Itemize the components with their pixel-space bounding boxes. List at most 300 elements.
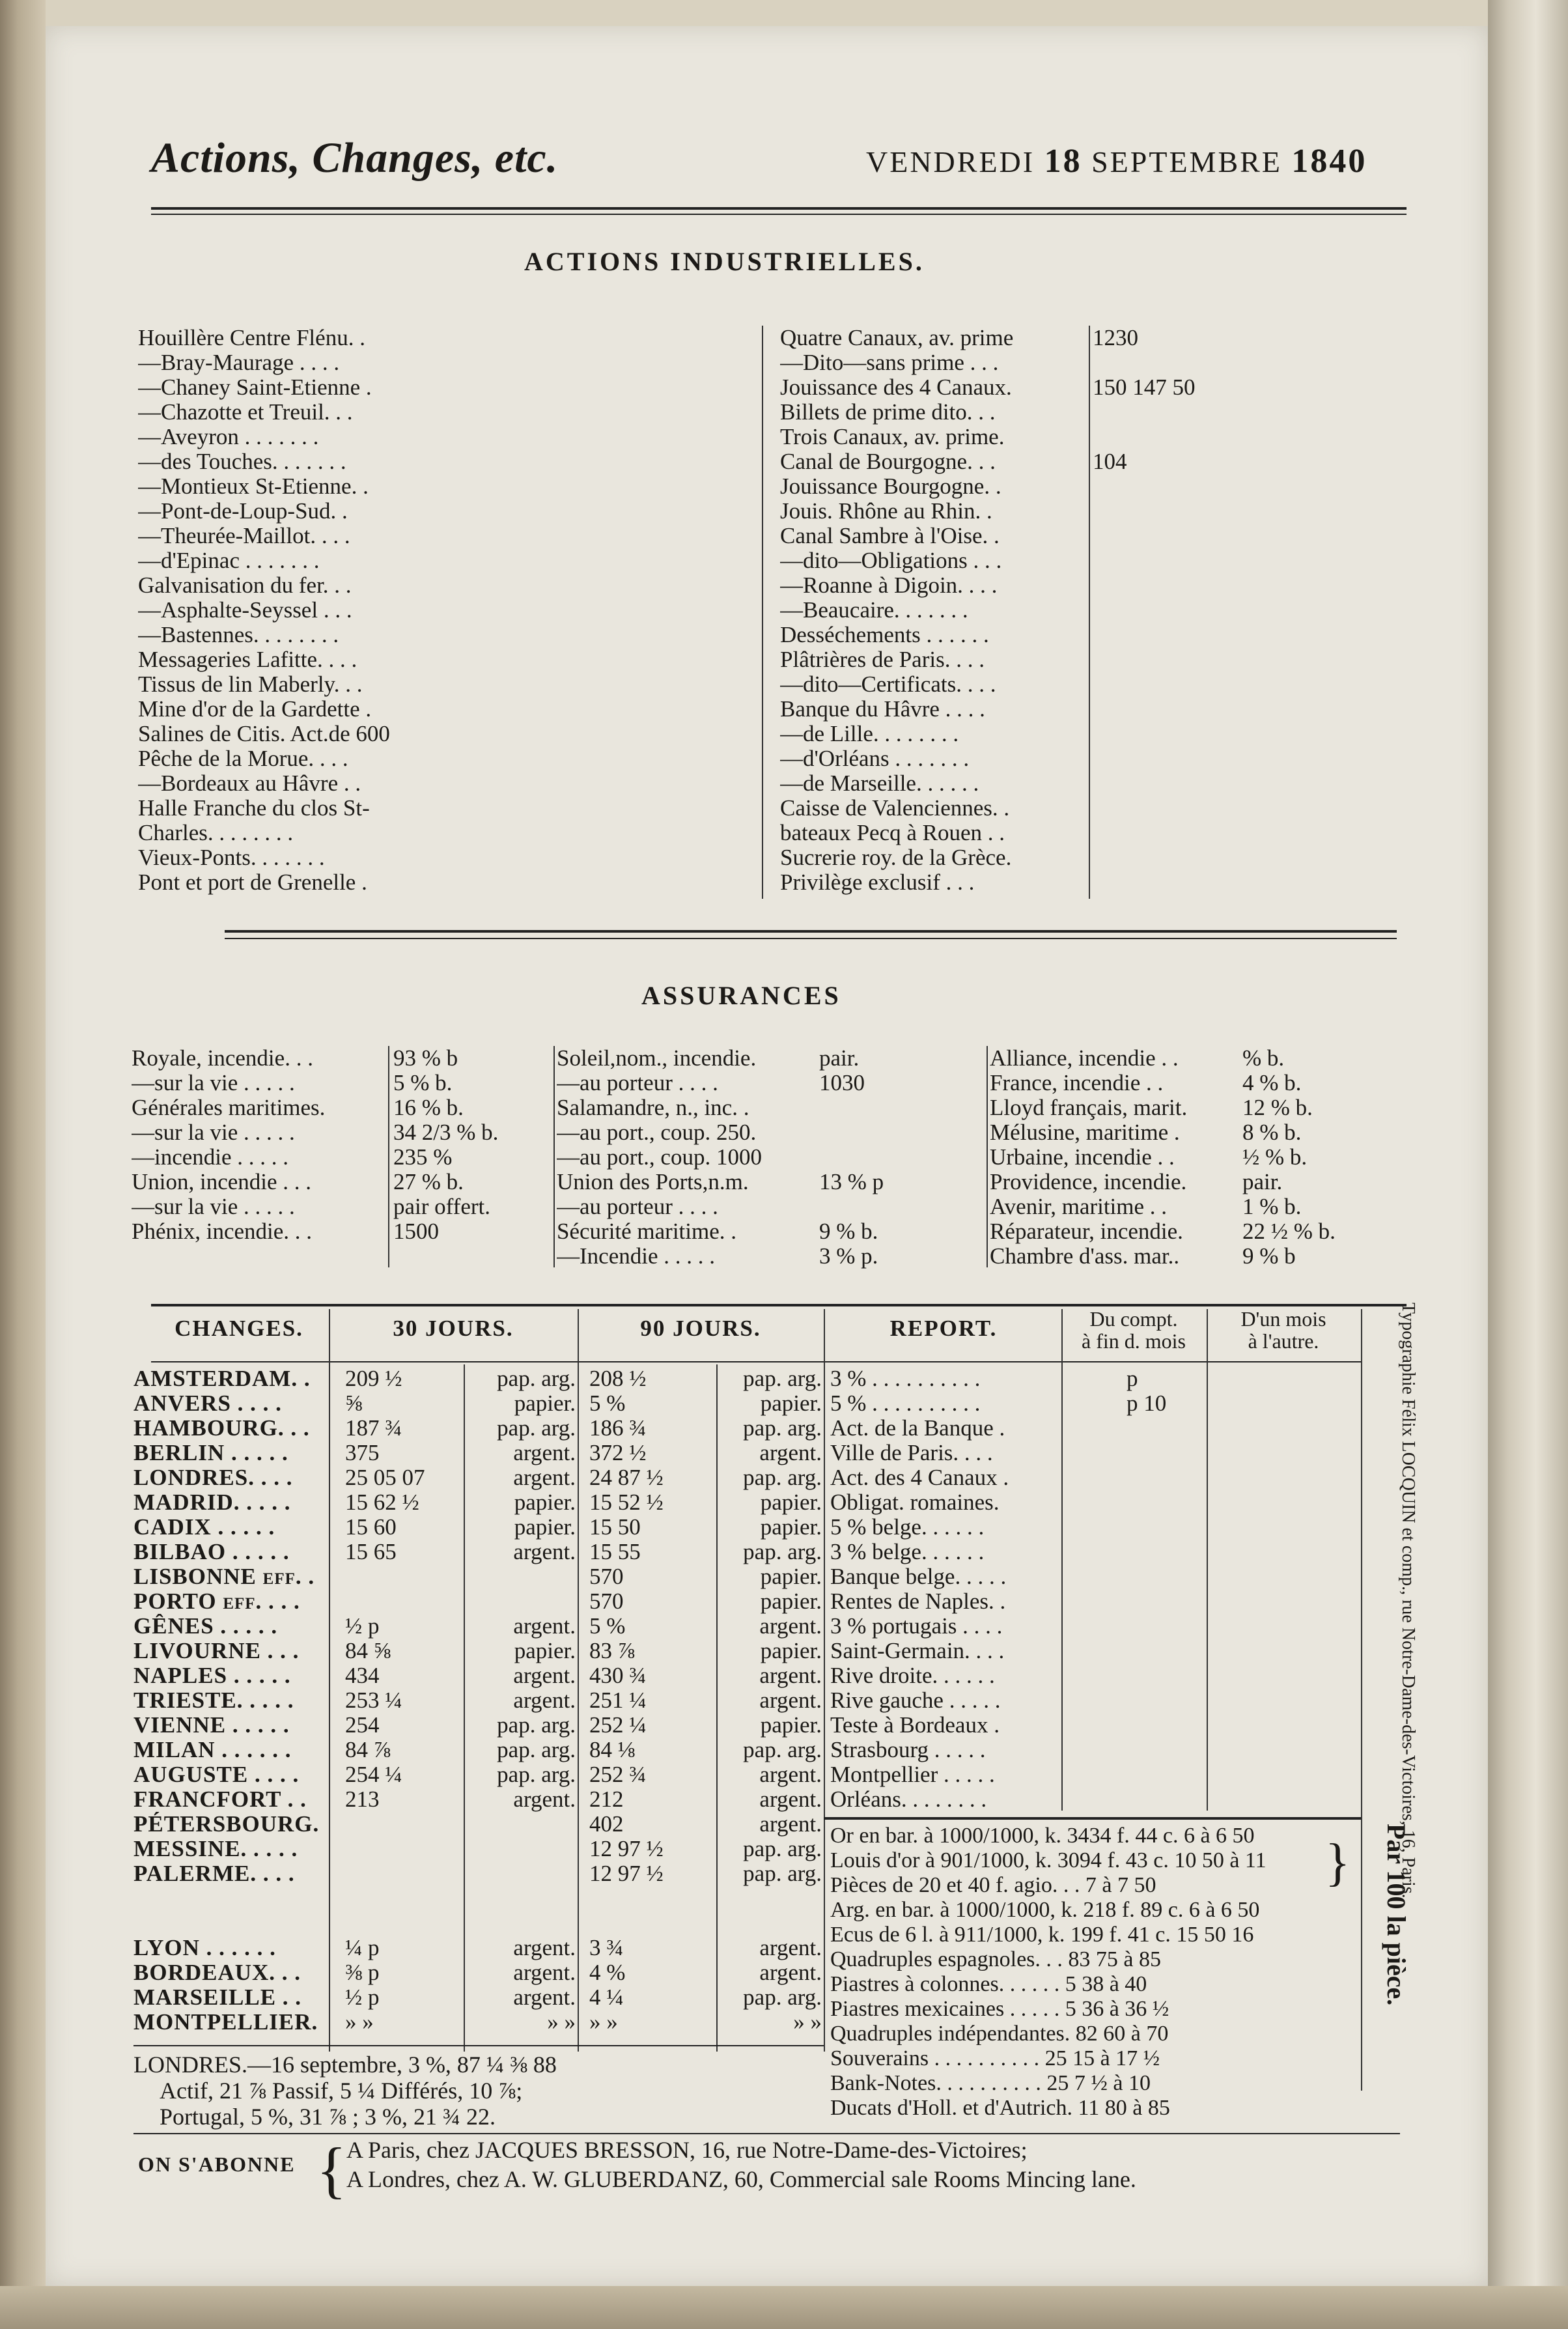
exchange-90-value: 402 — [589, 1812, 624, 1837]
assurances-col3-names — [990, 1046, 1237, 1269]
exchange-90-value: 24 87 ½ — [589, 1465, 664, 1490]
action-name: —Bastennes. . . . . . . . — [138, 623, 339, 647]
exchange-30-value: 84 ⅞ — [345, 1738, 391, 1762]
exchange-90-type: argent. — [759, 1441, 822, 1465]
action-name: Mine d'or de la Gardette . — [138, 697, 372, 722]
exchange-90-type: papier. — [760, 1490, 822, 1515]
action-name: —Roanne à Digoin. . . . — [780, 573, 998, 598]
action-price — [1093, 722, 1288, 746]
assurance-rate: 1 % b. — [1242, 1194, 1302, 1219]
assurance-rate: 1030 — [819, 1071, 865, 1095]
assurance-rate: 5 % b. — [393, 1071, 453, 1095]
action-price — [1093, 499, 1288, 524]
gold-price-side-label: Par 100 la pièce. — [1382, 1824, 1411, 2006]
actions-bottom-rule — [225, 930, 1397, 933]
assurances-col1-divider — [388, 1046, 389, 1267]
assurance-rate: 3 % p. — [819, 1244, 878, 1269]
issue-month: SEPTEMBRE — [1091, 145, 1282, 178]
exchange-30-value — [345, 1911, 462, 1936]
exchange-90-value: 252 ¾ — [589, 1762, 647, 1787]
exchange-30-type: argent. — [513, 1985, 576, 2010]
exchange-place: MESSINE. . . . . — [133, 1837, 298, 1861]
exchange-90-type: pap. arg. — [743, 1861, 822, 1886]
exchange-place: PALERME. . . . — [133, 1861, 295, 1886]
subscription-paris: A Paris, chez JACQUES BRESSON, 16, rue Notre-Dame-des-Victoires; — [346, 2137, 1028, 2163]
exchange-90-value — [589, 1911, 714, 1936]
action-name: bateaux Pecq à Rouen . . — [780, 821, 1005, 845]
changes-90-values — [589, 1366, 714, 2035]
printer-imprint: Typographie Félix LOCQUIN et comp., rue Notre-Dame-des-Victoires, 16, Paris. — [1398, 1303, 1418, 1898]
exchange-90-value: 430 ¾ — [589, 1663, 647, 1688]
page-title: Actions, Changes, etc. — [151, 134, 559, 182]
action-name: —Montieux St-Etienne. . — [138, 474, 369, 499]
assurance-name: Sécurité maritime. . — [557, 1219, 737, 1244]
action-name: —Bray-Maurage . . . . — [138, 350, 340, 375]
action-name: Canal Sambre à l'Oise. . — [780, 524, 1000, 548]
header-rule-bottom — [151, 214, 1407, 215]
exchange-90-type: argent. — [759, 1936, 822, 1960]
exchange-30-value: ¼ p — [345, 1936, 380, 1960]
exchange-30-value: » » — [345, 2010, 374, 2035]
assurance-rate: ½ % b. — [1242, 1145, 1308, 1170]
book-spine — [0, 0, 46, 2329]
exchange-30-value: ½ p — [345, 1985, 380, 2010]
londres-line-3: Portugal, 5 %, 31 ⅞ ; 3 %, 21 ¾ 22. — [160, 2104, 496, 2130]
exchange-30-type: pap. arg. — [497, 1762, 576, 1787]
exchange-30-value — [345, 1837, 462, 1861]
gold-coin-row: Bank-Notes. . . . . . . . . . 25 7 ½ à 10 — [830, 2071, 1151, 2095]
actions-left-names — [138, 326, 444, 895]
exchange-30-type: argent. — [513, 1540, 576, 1564]
report-item: 3 % . . . . . . . . . . — [830, 1366, 981, 1391]
exchange-90-type: pap. arg. — [743, 1465, 822, 1490]
exchange-90-value: 15 52 ½ — [589, 1490, 664, 1515]
exchange-30-type: argent. — [513, 1441, 576, 1465]
adjacent-page-edge — [1488, 0, 1568, 2329]
exchange-90-value: 252 ¼ — [589, 1713, 647, 1738]
assurance-name: Lloyd français, marit. — [990, 1095, 1188, 1120]
action-name: Salines de Citis. Act.de 600 — [138, 722, 390, 746]
assurance-rate: 9 % b. — [819, 1219, 878, 1244]
action-price — [1093, 771, 1288, 796]
assurance-name: Avenir, maritime . . — [990, 1194, 1168, 1219]
exchange-place: MADRID. . . . . — [133, 1490, 291, 1515]
assurance-name: —au port., coup. 250. — [557, 1120, 757, 1145]
action-price — [1093, 870, 1288, 895]
assurance-rate: 1500 — [393, 1219, 439, 1244]
issue-day: VENDREDI — [866, 145, 1035, 178]
assurance-name: Royale, incendie. . . — [132, 1046, 313, 1071]
exchange-90-value: 570 — [589, 1589, 624, 1614]
assurance-name: Alliance, incendie . . — [990, 1046, 1179, 1071]
exchange-90-value: 12 97 ½ — [589, 1861, 664, 1886]
action-name: Sucrerie roy. de la Grèce. — [780, 845, 1012, 870]
exchange-90-value: 4 ¼ — [589, 1985, 624, 2010]
exchange-90-value: 3 ¾ — [589, 1936, 624, 1960]
changes-vline-2 — [464, 1364, 465, 2052]
changes-vline-1 — [329, 1309, 330, 2052]
assurance-rate: 93 % b — [393, 1046, 458, 1071]
assurance-name: Chambre d'ass. mar.. — [990, 1244, 1180, 1269]
exchange-30-type — [468, 1861, 576, 1886]
assurance-rate — [819, 1145, 975, 1170]
assurances-col3-divider-left — [987, 1046, 988, 1267]
exchange-30-type: pap. arg. — [497, 1713, 576, 1738]
exchange-30-type: papier. — [514, 1639, 576, 1663]
header-rule-top — [151, 207, 1407, 210]
report-item: Act. de la Banque . — [830, 1416, 1005, 1441]
report-item: Saint-Germain. . . . — [830, 1639, 1005, 1663]
action-price — [1093, 573, 1288, 598]
exchange-place: AMSTERDAM. . — [133, 1366, 311, 1391]
exchange-30-type: argent. — [513, 1614, 576, 1639]
changes-vline-5 — [824, 1309, 825, 2052]
section-heading-actions: ACTIONS INDUSTRIELLES. — [524, 247, 925, 276]
report-compt-value — [1127, 1762, 1205, 1787]
exchange-30-value — [345, 1564, 462, 1589]
exchange-place: NAPLES . . . . . — [133, 1663, 291, 1688]
report-compt-value: p — [1127, 1366, 1138, 1391]
actions-value-divider — [1089, 326, 1090, 899]
footer-top-rule — [133, 2133, 1400, 2134]
report-compt-value — [1127, 1416, 1205, 1441]
action-name: —Pont-de-Loup-Sud. . — [138, 499, 348, 524]
exchange-30-value — [345, 1861, 462, 1886]
book-bottom-edge — [0, 2286, 1568, 2329]
changes-90-types — [719, 1366, 822, 2035]
action-name: Quatre Canaux, av. prime — [780, 326, 1014, 350]
assurance-rate: 16 % b. — [393, 1095, 464, 1120]
report-compt-value — [1127, 1465, 1205, 1490]
exchange-90-type: pap. arg. — [743, 1540, 822, 1564]
action-price — [1093, 425, 1288, 449]
action-name: —Chazotte et Treuil. . . — [138, 400, 353, 425]
exchange-30-value — [345, 1589, 462, 1614]
assurance-rate: pair offert. — [393, 1194, 491, 1219]
assurance-rate: 4 % b. — [1242, 1071, 1302, 1095]
londres-top-rule — [133, 2045, 824, 2046]
changes-header-rule — [151, 1361, 1361, 1362]
action-price — [1093, 845, 1288, 870]
assurance-rate — [819, 1120, 975, 1145]
londres-block — [133, 2052, 824, 2130]
exchange-90-type: argent. — [759, 1960, 822, 1985]
assurances-col2-names — [557, 1046, 814, 1269]
exchange-place: LYON . . . . . . — [133, 1936, 276, 1960]
action-name: Caisse de Valenciennes. . — [780, 796, 1010, 821]
action-name: —de Marseille. . . . . . — [780, 771, 979, 796]
action-name: Pêche de la Morue. . . . — [138, 746, 348, 771]
action-name: Tissus de lin Maberly. . . — [138, 672, 363, 697]
action-name: —Asphalte-Seyssel . . . — [138, 598, 352, 623]
assurances-col2-values — [819, 1046, 975, 1269]
action-name: Desséchements . . . . . . — [780, 623, 989, 647]
exchange-30-type: argent. — [513, 1936, 576, 1960]
exchange-90-type: pap. arg. — [743, 1366, 822, 1391]
gold-brace: } — [1325, 1834, 1351, 1891]
report-compt-value — [1127, 1688, 1205, 1713]
actions-divider — [762, 326, 763, 899]
exchange-30-type: argent. — [513, 1465, 576, 1490]
exchange-30-type: pap. arg. — [497, 1738, 576, 1762]
exchange-90-value: 570 — [589, 1564, 624, 1589]
action-name: Jouis. Rhône au Rhin. . — [780, 499, 992, 524]
exchange-30-type: » » — [547, 2010, 576, 2035]
report-compt-values — [1127, 1366, 1205, 1812]
report-col-header: REPORT. — [889, 1316, 998, 1341]
assurance-rate: 8 % b. — [1242, 1120, 1302, 1145]
assurance-rate: 9 % b — [1242, 1244, 1296, 1269]
assurance-rate: 22 ½ % b. — [1242, 1219, 1336, 1244]
assurance-name: —sur la vie . . . . . — [132, 1071, 295, 1095]
exchange-place: ANVERS . . . . — [133, 1391, 282, 1416]
report-item: 3 % portugais . . . . — [830, 1614, 1003, 1639]
exchange-30-value: 253 ¼ — [345, 1688, 402, 1713]
exchange-90-type — [719, 1911, 822, 1936]
action-name: Halle Franche du clos St- — [138, 796, 370, 821]
exchange-90-type: argent. — [759, 1688, 822, 1713]
exchange-30-value: 213 — [345, 1787, 380, 1812]
action-name: —Theurée-Maillot. . . . — [138, 524, 350, 548]
exchange-90-value: 5 % — [589, 1391, 626, 1416]
assurance-name: Union, incendie . . . — [132, 1170, 312, 1194]
action-price: 150 147 50 — [1093, 375, 1196, 400]
report-item: Act. des 4 Canaux . — [830, 1465, 1009, 1490]
action-price — [1093, 400, 1288, 425]
exchange-90-type: argent. — [759, 1787, 822, 1812]
exchange-90-type: argent. — [759, 1614, 822, 1639]
report-compt-value: p 10 — [1127, 1391, 1167, 1416]
actions-right-names — [780, 326, 1086, 895]
report-item: Obligat. romaines. — [830, 1490, 1000, 1515]
gold-coin-row: Souverains . . . . . . . . . . 25 15 à 17 ½ — [830, 2046, 1160, 2070]
exchange-30-value: ½ p — [345, 1614, 380, 1639]
assurances-col1-values — [393, 1046, 550, 1244]
exchange-90-type: papier. — [760, 1391, 822, 1416]
action-price — [1093, 746, 1288, 771]
exchange-place: LONDRES. . . . — [133, 1465, 293, 1490]
exchange-90-type: pap. arg. — [743, 1985, 822, 2010]
assurances-col2-divider-left — [553, 1046, 555, 1267]
assurance-name: Générales maritimes. — [132, 1095, 326, 1120]
du-compt-header-line2: à fin d. mois — [1082, 1329, 1186, 1353]
exchange-30-type: argent. — [513, 1960, 576, 1985]
exchange-place: CADIX . . . . . — [133, 1515, 275, 1540]
exchange-place — [133, 1886, 328, 1911]
gold-coin-row: Pièces de 20 et 40 f. agio. . . 7 à 7 50 — [830, 1873, 1156, 1897]
assurance-rate: % b. — [1242, 1046, 1285, 1071]
gold-coin-row: Quadruples indépendantes. 82 60 à 70 — [830, 2022, 1169, 2046]
report-compt-value — [1127, 1441, 1205, 1465]
report-item: 3 % belge. . . . . . — [830, 1540, 985, 1564]
report-item: Rive droite. . . . . . — [830, 1663, 995, 1688]
exchange-90-type: pap. arg. — [743, 1837, 822, 1861]
assurance-name: —au porteur . . . . — [557, 1194, 718, 1219]
assurance-rate — [819, 1194, 975, 1219]
exchange-90-type: » » — [793, 2010, 822, 2035]
exchange-place: BERLIN . . . . . — [133, 1441, 288, 1465]
assurance-name: Union des Ports,n.m. — [557, 1170, 749, 1194]
action-name: Houillère Centre Flénu. . — [138, 326, 365, 350]
londres-line-1: LONDRES.—16 septembre, 3 %, 87 ¼ ⅜ 88 — [133, 2052, 557, 2078]
report-item: Rentes de Naples. . — [830, 1589, 1006, 1614]
action-name: —Bordeaux au Hâvre . . — [138, 771, 361, 796]
action-name: Jouissance Bourgogne. . — [780, 474, 1001, 499]
report-item: Strasbourg . . . . . — [830, 1738, 986, 1762]
exchange-30-type — [468, 1589, 576, 1614]
action-name: Messageries Lafitte. . . . — [138, 647, 357, 672]
assurance-rate — [819, 1095, 975, 1120]
exchange-30-type: papier. — [514, 1515, 576, 1540]
gold-coin-row: Piastres à colonnes. . . . . . 5 38 à 40 — [830, 1972, 1147, 1996]
changes-places — [133, 1366, 328, 2035]
assurance-name: —au port., coup. 1000 — [557, 1145, 762, 1170]
du-compt-header — [1063, 1308, 1205, 1352]
action-name: Billets de prime dito. . . — [780, 400, 996, 425]
gold-coin-list — [830, 1824, 1325, 2121]
exchange-90-type: pap. arg. — [743, 1416, 822, 1441]
action-price — [1093, 647, 1288, 672]
assurance-rate: 13 % p — [819, 1170, 884, 1194]
assurance-rate: pair. — [1242, 1170, 1283, 1194]
action-name: —dito—Certificats. . . . — [780, 672, 996, 697]
assurance-name: France, incendie . . — [990, 1071, 1164, 1095]
report-item: Banque belge. . . . . — [830, 1564, 1007, 1589]
exchange-30-value: 434 — [345, 1663, 380, 1688]
un-mois-header-line2: à l'autre. — [1248, 1329, 1319, 1353]
exchange-30-value: 84 ⅝ — [345, 1639, 391, 1663]
action-price: 104 — [1093, 449, 1127, 474]
action-name: Pont et port de Grenelle . — [138, 870, 367, 895]
action-price — [1093, 474, 1288, 499]
assurances-col3-values — [1242, 1046, 1399, 1269]
changes-vline-4 — [716, 1364, 718, 2052]
exchange-place: MARSEILLE . . — [133, 1985, 302, 2010]
section-heading-assurances: ASSURANCES — [641, 981, 841, 1010]
assurance-name: Urbaine, incendie . . — [990, 1145, 1175, 1170]
londres-line-2: Actif, 21 ⅞ Passif, 5 ¼ Différés, 10 ⅞; — [160, 2078, 523, 2104]
assurance-name: —au porteur . . . . — [557, 1071, 718, 1095]
report-compt-value — [1127, 1639, 1205, 1663]
j30-col-header: 30 JOURS. — [393, 1316, 514, 1341]
report-compt-value — [1127, 1713, 1205, 1738]
action-price — [1093, 548, 1288, 573]
assurance-rate: 34 2/3 % b. — [393, 1120, 499, 1145]
assurance-name: Phénix, incendie. . . — [132, 1219, 313, 1244]
action-name: —des Touches. . . . . . . — [138, 449, 346, 474]
action-name: —de Lille. . . . . . . . — [780, 722, 959, 746]
action-name: —Dito—sans prime . . . — [780, 350, 999, 375]
action-name: Banque du Hâvre . . . . — [780, 697, 985, 722]
changes-vline-3 — [578, 1309, 579, 2052]
action-price — [1093, 796, 1288, 821]
assurance-name: Réparateur, incendie. — [990, 1219, 1183, 1244]
report-compt-value — [1127, 1540, 1205, 1564]
assurances-col1-names — [132, 1046, 389, 1244]
un-mois-header — [1209, 1308, 1358, 1352]
exchange-90-type: argent. — [759, 1762, 822, 1787]
action-price: 1230 — [1093, 326, 1138, 350]
gold-coin-row: Louis d'or à 901/1000, k. 3094 f. 43 c. 10 50 à 11 — [830, 1848, 1267, 1872]
gold-coin-row: Ducats d'Holl. et d'Autrich. 11 80 à 85 — [830, 2096, 1170, 2120]
action-name: Plâtrières de Paris. . . . — [780, 647, 985, 672]
report-compt-value — [1127, 1738, 1205, 1762]
assurance-name: Soleil,nom., incendie. — [557, 1046, 757, 1071]
exchange-90-value: 251 ¼ — [589, 1688, 647, 1713]
report-item: 5 % . . . . . . . . . . — [830, 1391, 981, 1416]
exchange-30-type: argent. — [513, 1787, 576, 1812]
exchange-30-type — [468, 1837, 576, 1861]
assurance-name: —incendie . . . . . — [132, 1145, 289, 1170]
action-name: —d'Orléans . . . . . . . — [780, 746, 970, 771]
action-price — [1093, 697, 1288, 722]
du-compt-header-line1: Du compt. — [1089, 1307, 1178, 1331]
exchange-90-type: papier. — [760, 1515, 822, 1540]
report-compt-value — [1127, 1490, 1205, 1515]
exchange-90-value: 15 55 — [589, 1540, 641, 1564]
action-price — [1093, 350, 1288, 375]
changes-top-rule — [151, 1304, 1407, 1306]
report-list — [830, 1366, 1061, 1812]
action-name: —dito—Obligations . . . — [780, 548, 1002, 573]
exchange-90-type: papier. — [760, 1713, 822, 1738]
action-name: —Beaucaire. . . . . . . — [780, 598, 968, 623]
exchange-30-value: 209 ½ — [345, 1366, 402, 1391]
exchange-90-type: papier. — [760, 1639, 822, 1663]
exchange-place: GÊNES . . . . . — [133, 1614, 278, 1639]
issue-year: 1840 — [1291, 143, 1367, 180]
un-mois-header-line1: D'un mois — [1240, 1307, 1326, 1331]
subscription-label: ON S'ABONNE — [138, 2153, 296, 2176]
changes-col-header: CHANGES. — [175, 1316, 303, 1341]
report-bottom-rule — [824, 1817, 1361, 1820]
exchange-90-value: 212 — [589, 1787, 624, 1812]
exchange-place — [133, 1911, 328, 1936]
exchange-90-value: 5 % — [589, 1614, 626, 1639]
subscription-londres: A Londres, chez A. W. GLUBERDANZ, 60, Commercial sale Rooms Mincing lane. — [346, 2166, 1136, 2192]
report-compt-value — [1127, 1614, 1205, 1639]
gold-coin-row: Quadruples espagnoles. . . 83 75 à 85 — [830, 1947, 1162, 1971]
exchange-30-value: 15 65 — [345, 1540, 397, 1564]
exchange-90-value: 208 ½ — [589, 1366, 647, 1391]
action-name: —Aveyron . . . . . . . — [138, 425, 319, 449]
exchange-30-value — [345, 1886, 462, 1911]
exchange-90-type — [719, 1886, 822, 1911]
exchange-place: HAMBOURG. . . — [133, 1416, 310, 1441]
report-compt-value — [1127, 1589, 1205, 1614]
assurance-name: Mélusine, maritime . — [990, 1120, 1180, 1145]
report-item: Orléans. . . . . . . . — [830, 1787, 987, 1812]
gold-coin-row: Ecus de 6 l. à 911/1000, k. 199 f. 41 c. 15 50 16 — [830, 1923, 1254, 1947]
assurance-rate: 12 % b. — [1242, 1095, 1313, 1120]
exchange-30-value: ⅜ p — [345, 1960, 380, 1985]
exchange-30-type — [468, 1886, 576, 1911]
action-name: Jouissance des 4 Canaux. — [780, 375, 1012, 400]
exchange-30-value: 254 — [345, 1713, 380, 1738]
changes-vline-6 — [1061, 1309, 1063, 1811]
exchange-place: BILBAO . . . . . — [133, 1540, 290, 1564]
exchange-90-value: 15 50 — [589, 1515, 641, 1540]
exchange-30-value: 25 05 07 — [345, 1465, 425, 1490]
exchange-place: AUGUSTE . . . . — [133, 1762, 300, 1787]
exchange-place: LISBONNE eff. . — [133, 1564, 315, 1589]
issue-date-number: 18 — [1044, 143, 1082, 180]
exchange-30-value — [345, 1812, 462, 1837]
exchange-30-value: 187 ¾ — [345, 1416, 402, 1441]
exchange-place: MONTPELLIER. — [133, 2010, 318, 2035]
exchange-place: TRIESTE. . . . . — [133, 1688, 294, 1713]
action-name: —Chaney Saint-Etienne . — [138, 375, 372, 400]
